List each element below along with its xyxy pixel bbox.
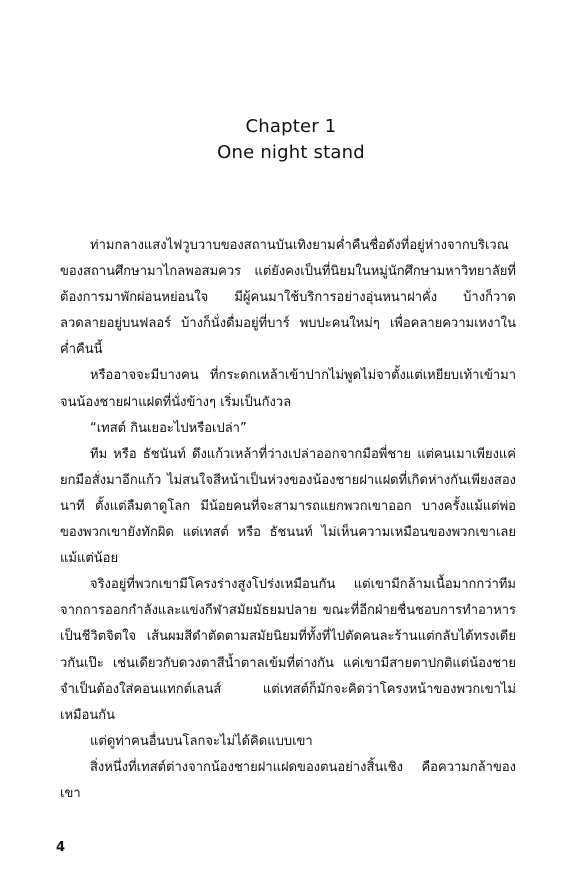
paragraph-6: แต่ดูท่าคนอื่นบนโลกจะไม่ได้คิดแบบเขา: [90, 733, 313, 749]
paragraph-2: หรืออาจจะมีบางคน ที่กระดกเหล้าเข้าปากไม่พูดไม่จาตั้งแต่เหยียบเท้าเข้ามา จนน้องชายฝาแฝดที่นั่งข้างๆ เริ่มเป็นกังวล: [60, 368, 516, 410]
chapter-body: [60, 233, 516, 807]
paragraph-3: “เทสต์ กินเยอะไปหรือเปล่า”: [90, 420, 247, 436]
paragraph-4: ทีม หรือ ธัชนันท์ ดึงแก้วเหล้าที่ว่างเปล่าออกจากมือพี่ชาย แต่คนเมาเพียงแค่ยกมือสั่งมาอีกแก้ว ไม่สนใจสีหน้าเป็นห่วงของน้องชายฝาแฝดที่เกิดห่างกันเพียงสองนาที ตั้งแต่ลืมตาดูโลก มีน้อยคนที่จะสามารถแยกพวกเขาออก บางครั้งแม้แต่พ่อของพวกเขายังทักผิด แต่เทสต์ หรือ ธัชนนท์ ไม่เห็นความเหมือนของพวกเขาเลยแม้แต่น้อย: [60, 446, 516, 567]
paragraph-5: จริงอยู่ที่พวกเขามีโครงร่างสูงโปร่งเหมือนกัน แต่เขามีกล้ามเนื้อมากกว่าทีมจากการออกกำลังและแข่งกีฬาสมัยมัธยมปลาย ขณะที่อีกฝ่ายชื่นชอบการทำอาหารเป็นชีวิตจิตใจ เส้นผมสีดำตัดตามสมัยนิยมที่ทั้งที่ไปตัดคนละร้านแต่กลับได้ทรงเดียวกันเป๊ะ เช่นเดียวกับดวงตาสีน้ำตาลเข้มที่ต่างกัน แค่เขามีสายตาปกติแต่น้องชายจำเป็นต้องใส่คอนแทกต์เลนส์ แต่เทสต์ก็มักจะคิดว่าโครงหน้าของพวกเขาไม่เหมือนกัน: [60, 577, 516, 723]
chapter-title: One night stand: [217, 142, 365, 163]
chapter-number: Chapter 1: [245, 116, 337, 137]
paragraph-7: สิ่งหนึ่งที่เทสต์ต่างจากน้องชายฝาแฝดของตนอย่างสิ้นเชิง คือความกล้าของเขา: [60, 759, 516, 801]
paragraph-1: ท่ามกลางแสงไฟวูบวาบของสถานบันเทิงยามค่ำคืนชื่อดังที่อยู่ห่างจากบริเวณของสถานศึกษามาไกลพอสมควร แต่ยังคงเป็นที่นิยมในหมู่นักศึกษามหาวิทยาลัยที่ต้องการมาพักผ่อนหย่อนใจ มีผู้คนมาใช้บริการอย่างอุ่นหนาฝาคั่ง บ้างก็วาดลวดลายอยู่บนฟลอร์ บ้างก็นั่งดื่มอยู่ที่บาร์ พบปะคนใหม่ๆ เพื่อคลายความเหงาในค่ำคืนนี้: [60, 238, 516, 358]
page-number: 4: [56, 840, 66, 855]
